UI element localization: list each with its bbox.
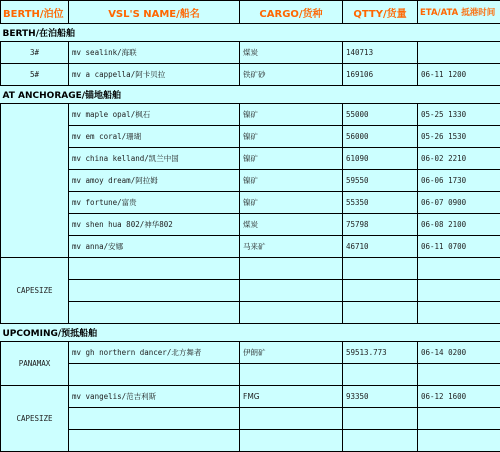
quantity-cell[interactable]	[343, 408, 418, 430]
eta-cell[interactable]: 06-08 2100	[418, 214, 500, 236]
eta-cell[interactable]	[418, 302, 500, 324]
table-row	[1, 214, 500, 236]
eta-cell[interactable]	[418, 430, 500, 452]
section-upcoming-row	[1, 324, 500, 342]
cargo-cell[interactable]: 铁矿砂	[240, 64, 343, 86]
vessel-cell[interactable]: mv shen hua 802/神华802	[69, 214, 240, 236]
table-row	[1, 280, 500, 302]
table-row	[1, 126, 500, 148]
table-row	[1, 170, 500, 192]
eta-cell[interactable]: 06-14 0200	[418, 342, 500, 364]
quantity-cell[interactable]	[343, 258, 418, 280]
eta-cell[interactable]: 06-11 0700	[418, 236, 500, 258]
quantity-cell[interactable]: 59513.773	[343, 342, 418, 364]
eta-cell[interactable]: 06-02 2210	[418, 148, 500, 170]
cargo-cell[interactable]: 马来矿	[240, 236, 343, 258]
eta-cell[interactable]: 06-06 1730	[418, 170, 500, 192]
berth-cell[interactable]: 3#	[1, 42, 69, 64]
vessel-cell[interactable]	[69, 408, 240, 430]
cargo-cell[interactable]	[240, 280, 343, 302]
table-row	[1, 64, 500, 86]
vessel-cell[interactable]	[69, 302, 240, 324]
header-row	[1, 1, 500, 24]
quantity-cell[interactable]: 140713	[343, 42, 418, 64]
berth-cell[interactable]: 5#	[1, 64, 69, 86]
eta-cell[interactable]: 05-25 1330	[418, 104, 500, 126]
upcoming-capesize-label[interactable]: CAPESIZE	[1, 386, 69, 452]
eta-cell[interactable]: 06-07 0900	[418, 192, 500, 214]
eta-cell[interactable]: 06-11 1200	[418, 64, 500, 86]
eta-cell[interactable]: 05-26 1530	[418, 126, 500, 148]
vessel-cell[interactable]: mv anna/安娜	[69, 236, 240, 258]
section-upcoming-title[interactable]: UPCOMING/预抵船舶	[1, 324, 500, 342]
quantity-cell[interactable]: 93350	[343, 386, 418, 408]
quantity-cell[interactable]	[343, 430, 418, 452]
anchorage-capesize-label[interactable]: CAPESIZE	[1, 258, 69, 324]
section-anchorage-row	[1, 86, 500, 104]
quantity-cell[interactable]	[343, 364, 418, 386]
table-row	[1, 342, 500, 364]
section-anchorage-title[interactable]: AT ANCHORAGE/锚地船舶	[1, 86, 500, 104]
table-row	[1, 386, 500, 408]
quantity-cell[interactable]: 75798	[343, 214, 418, 236]
cargo-cell[interactable]	[240, 302, 343, 324]
table-row	[1, 258, 500, 280]
table-row	[1, 236, 500, 258]
upcoming-panamax-label[interactable]: PANAMAX	[1, 342, 69, 386]
section-berth-row	[1, 24, 500, 42]
quantity-cell[interactable]: 59550	[343, 170, 418, 192]
eta-cell[interactable]	[418, 364, 500, 386]
cargo-cell[interactable]: 煤炭	[240, 42, 343, 64]
vessel-cell[interactable]	[69, 364, 240, 386]
header-eta[interactable]: ETA/ATA 抵港时间	[418, 1, 500, 24]
cargo-cell[interactable]	[240, 258, 343, 280]
table-row	[1, 430, 500, 452]
quantity-cell[interactable]: 46710	[343, 236, 418, 258]
cargo-cell[interactable]: 镍矿	[240, 170, 343, 192]
cargo-cell[interactable]	[240, 430, 343, 452]
vessel-cell[interactable]	[69, 258, 240, 280]
table-row	[1, 302, 500, 324]
quantity-cell[interactable]: 169106	[343, 64, 418, 86]
eta-cell[interactable]	[418, 280, 500, 302]
table-row	[1, 148, 500, 170]
quantity-cell[interactable]	[343, 280, 418, 302]
vessel-cell[interactable]: mv fortune/富贵	[69, 192, 240, 214]
eta-cell[interactable]	[418, 258, 500, 280]
quantity-cell[interactable]	[343, 302, 418, 324]
vessel-cell[interactable]: mv amoy dream/阿拉姆	[69, 170, 240, 192]
vessel-cell[interactable]: mv gh northern dancer/北方舞者	[69, 342, 240, 364]
cargo-cell[interactable]	[240, 408, 343, 430]
cargo-cell[interactable]	[240, 364, 343, 386]
quantity-cell[interactable]: 61090	[343, 148, 418, 170]
table-row	[1, 104, 500, 126]
quantity-cell[interactable]: 56000	[343, 126, 418, 148]
cargo-cell[interactable]: 煤炭	[240, 214, 343, 236]
vessel-cell[interactable]: mv vangelis/范吉利斯	[69, 386, 240, 408]
table-row	[1, 364, 500, 386]
vessel-cell[interactable]: mv sealink/海联	[69, 42, 240, 64]
cargo-cell[interactable]: 镍矿	[240, 104, 343, 126]
vessel-cell[interactable]	[69, 430, 240, 452]
table-row	[1, 42, 500, 64]
header-vessel-name[interactable]: VSL'S NAME/船名	[69, 1, 240, 24]
quantity-cell[interactable]: 55000	[343, 104, 418, 126]
vessel-cell[interactable]: mv china kelland/凯兰中国	[69, 148, 240, 170]
quantity-cell[interactable]: 55350	[343, 192, 418, 214]
table-row	[1, 192, 500, 214]
header-cargo[interactable]: CARGO/货种	[240, 1, 343, 24]
section-berth-title[interactable]: BERTH/在泊船舶	[1, 24, 500, 42]
anchorage-group-cell[interactable]	[1, 104, 69, 258]
cargo-cell[interactable]: FMG	[240, 386, 343, 408]
cargo-cell[interactable]: 镍矿	[240, 192, 343, 214]
header-berth[interactable]: BERTH/泊位	[1, 1, 69, 24]
table-row	[1, 408, 500, 430]
vessel-cell[interactable]: mv em coral/珊瑚	[69, 126, 240, 148]
cargo-cell[interactable]: 镍矿	[240, 148, 343, 170]
cargo-cell[interactable]: 伊朗矿	[240, 342, 343, 364]
cargo-cell[interactable]: 镍矿	[240, 126, 343, 148]
eta-cell[interactable]	[418, 408, 500, 430]
eta-cell[interactable]	[418, 42, 500, 64]
vessel-cell[interactable]: mv a cappella/阿卡贝拉	[69, 64, 240, 86]
header-quantity[interactable]: QTTY/货量	[343, 1, 418, 24]
vessel-cell[interactable]: mv maple opal/枫石	[69, 104, 240, 126]
eta-cell[interactable]: 06-12 1600	[418, 386, 500, 408]
vessel-cell[interactable]	[69, 280, 240, 302]
